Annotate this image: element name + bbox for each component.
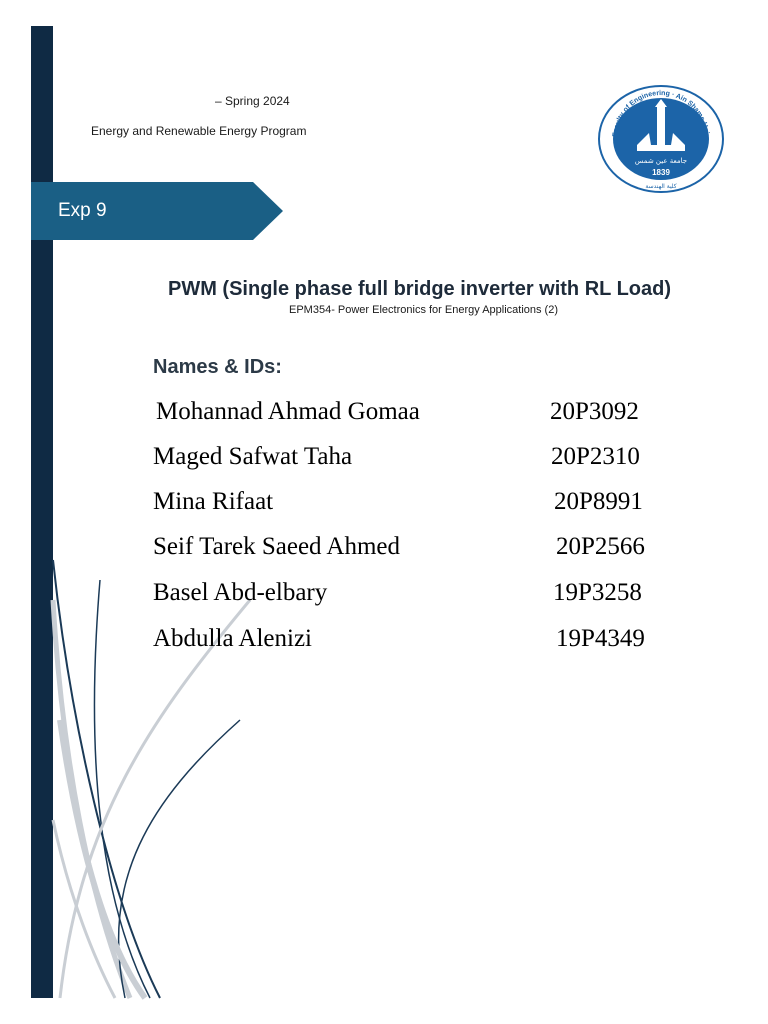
svg-text:جامعة عين شمس: جامعة عين شمس [634,157,688,165]
member-id: 20P8991 [554,488,643,515]
member-id: 20P2566 [556,533,645,560]
member-id: 20P3092 [550,398,639,425]
member-name: Maged Safwat Taha [153,443,353,470]
team-member-row [153,443,673,477]
team-member-row [153,579,673,613]
university-seal-logo [597,85,725,193]
experiment-label: Exp 9 [58,200,107,221]
team-member-row [153,488,673,522]
member-id: 20P2310 [551,443,640,470]
member-name: Abdulla Alenizi [153,625,312,652]
course-subtitle: EPM354- Power Electronics for Energy Applications (2) [289,304,559,316]
team-heading: Names & IDs: [153,356,282,378]
member-id: 19P3258 [553,579,642,606]
svg-text:كلية الهندسة: كلية الهندسة [645,183,677,190]
member-name: Seif Tarek Saeed Ahmed [153,533,401,560]
member-name: Basel Abd-elbary [153,579,328,606]
term-label: – Spring 2024 [215,94,290,108]
member-name: Mohannad Ahmad Gomaa [156,398,420,425]
member-id: 19P4349 [556,625,645,652]
svg-text:Faculty of Engineering · Ain S: Faculty of Engineering · Ain Shams Univ [612,89,711,139]
team-member-row [153,533,673,567]
program-label: Energy and Renewable Energy Program [91,124,307,138]
document-title: PWM (Single phase full bridge inverter with RL Load) [168,278,671,300]
team-member-row [153,625,673,659]
member-name: Mina Rifaat [153,488,274,515]
team-member-row [153,398,673,432]
svg-text:1839: 1839 [652,168,670,177]
